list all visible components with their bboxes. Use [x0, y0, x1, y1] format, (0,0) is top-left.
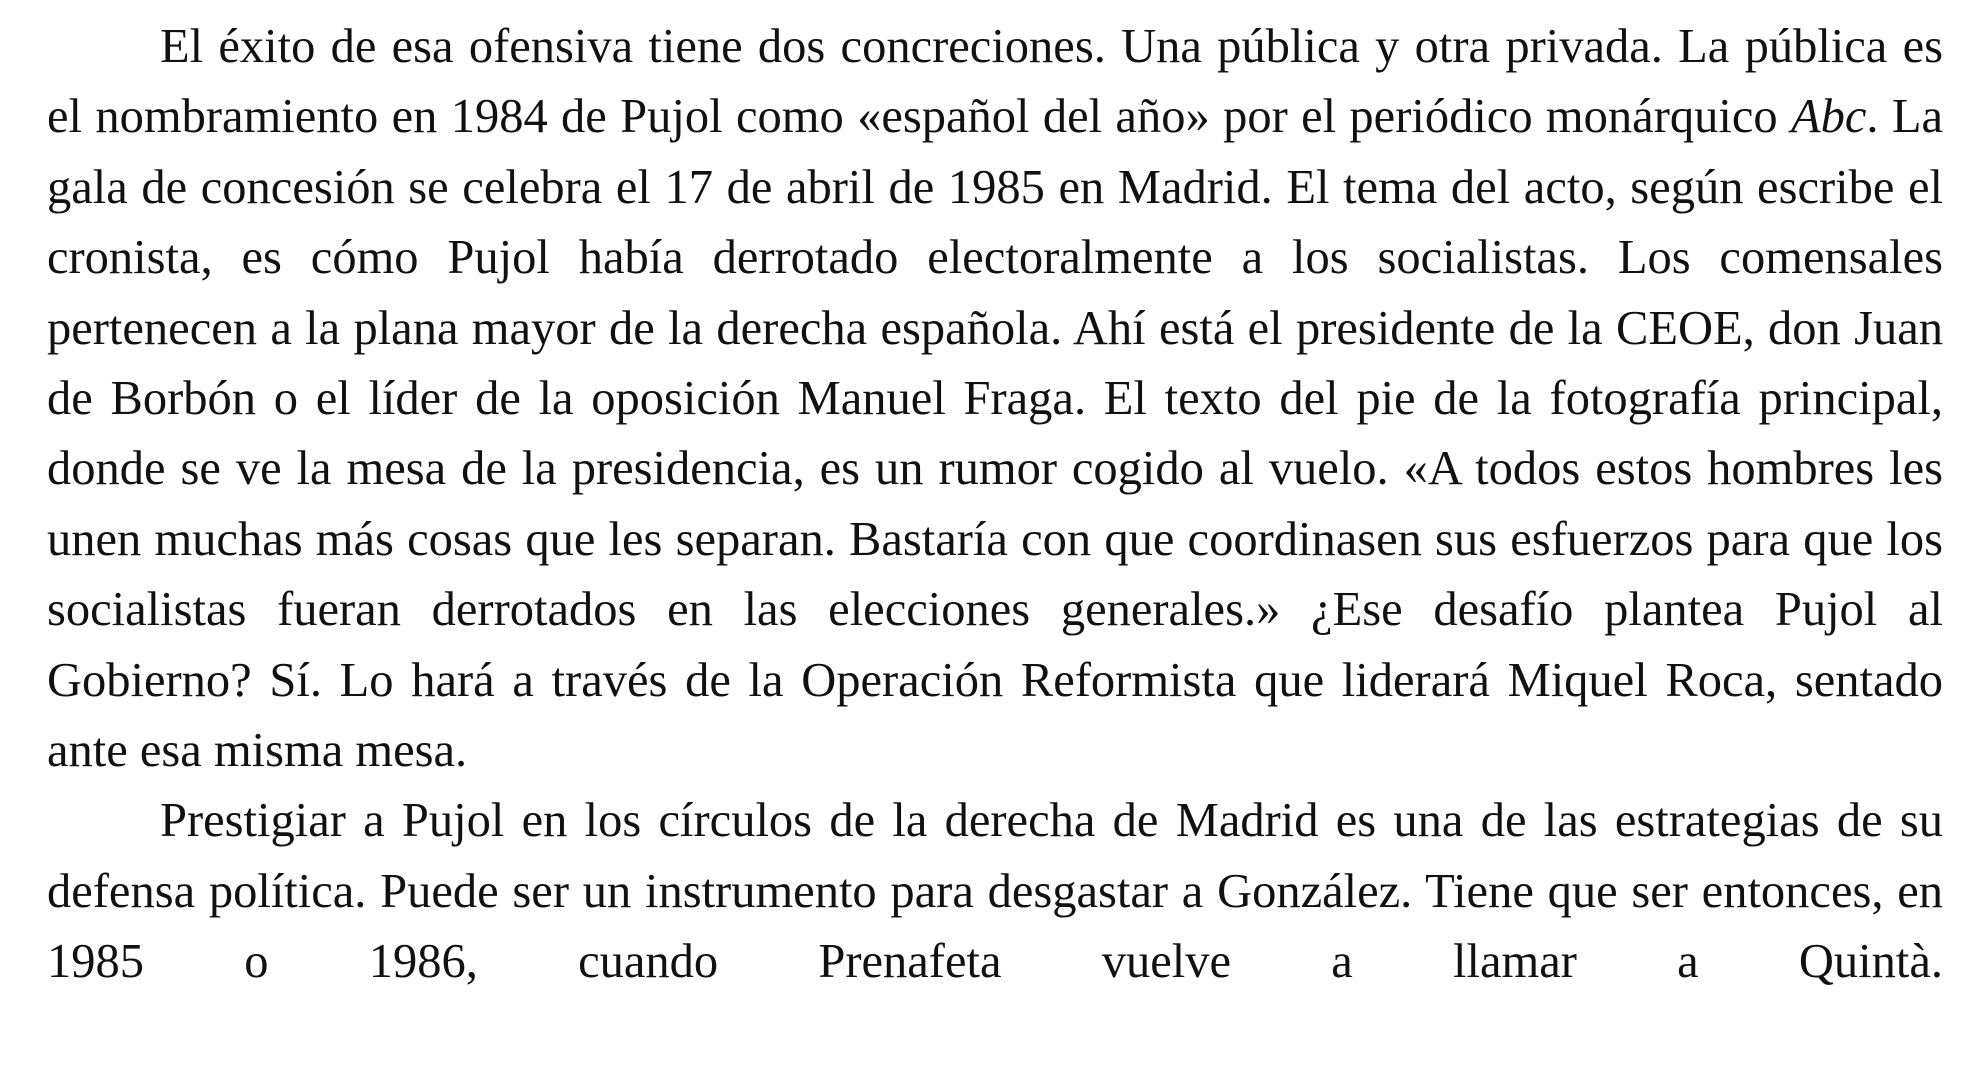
paragraph-1-text-end: . La gala de concesión se celebra el 17 de abril de 1985 en Madrid. El tema del acto, según escribe el cronista, es cómo Pujol había derrotado electoralmente a los socialistas. Los comensales pertenecen a la plana mayor de la derecha española. Ahí está el presidente de la CEOE, don Juan de Borbón o el líder de la oposición Manuel Fraga. El texto del pie de la fotografía principal, donde se ve la mesa de la presidencia, es un rumor cogido al vuelo. «A todos estos hombres les unen muchas más cosas que les separan. Bastaría con que coordinasen sus esfuerzos para que los socialistas fueran derrotados en las elecciones generales.» ¿Ese desafío plantea Pujol al Gobierno? Sí. Lo hará a través de la Operación Reformista que liderará Miquel Roca, sentado ante esa misma mesa. — [47, 90, 1943, 778]
paragraph-1 — [47, 12, 1943, 786]
document-page — [47, 12, 1943, 998]
paragraph-1-text-start: El éxito de esa ofensiva tiene dos concreciones. Una pública y otra privada. La pública es el nombramiento en 1984 de Pujol como «español del año» por el periódico monárquico — [47, 20, 1943, 144]
newspaper-title-abc: Abc — [1790, 90, 1867, 144]
paragraph-2: Prestigiar a Pujol en los círculos de la derecha de Madrid es una de las estrategias de su defensa política. Puede ser un instrumento para desgastar a González. Tiene que ser entonces, en 1985 o 1986, cuando Prenafeta vuelve a llamar a Quintà. — [47, 794, 1943, 989]
